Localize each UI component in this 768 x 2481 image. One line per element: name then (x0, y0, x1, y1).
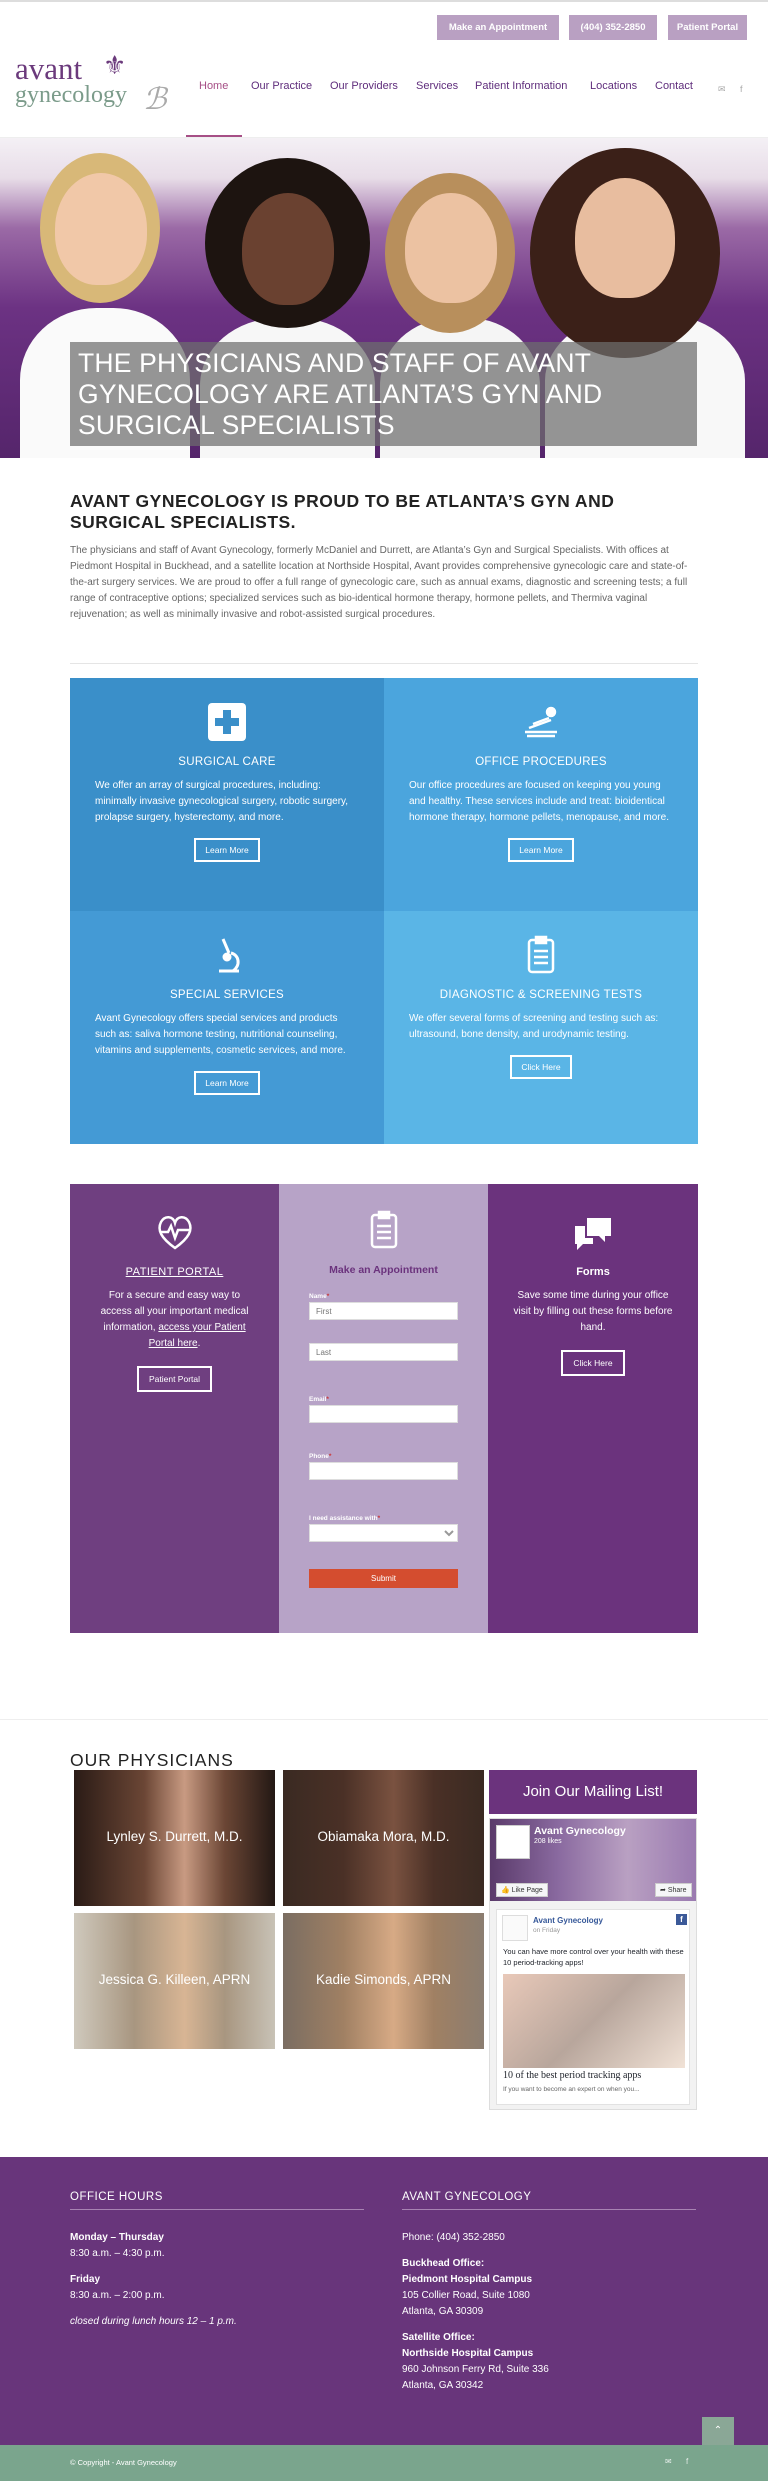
satellite-office-name: Northside Hospital Campus (402, 2348, 534, 2359)
nav-our-practice[interactable]: Our Practice (251, 80, 313, 92)
hero-banner (0, 138, 768, 458)
service-description: We offer an array of surgical procedures, including: minimally invasive gynecological surgery, robotic surgery, prolapse surgery, hysterectomy, and more. (95, 780, 349, 823)
facebook-avatar (496, 1825, 530, 1859)
divider (0, 1719, 768, 1720)
footer-mail-icon[interactable]: ✉ (665, 2457, 672, 2466)
facebook-page-name[interactable]: Avant Gynecology (534, 1825, 626, 1837)
click-here-button[interactable]: Click Here (510, 1055, 571, 1079)
share-icon: ➦ (660, 1887, 668, 1894)
physician-card[interactable] (74, 1913, 275, 2049)
last-name-input[interactable] (309, 1343, 458, 1361)
patient-portal-panel (70, 1184, 279, 1633)
medical-cross-icon (207, 702, 247, 742)
post-time: on Friday (533, 1927, 561, 1934)
buckhead-office-label: Buckhead Office: (402, 2258, 485, 2269)
physician-name: Kadie Simonds, APRN (315, 1972, 452, 1987)
facebook-share-label: Share (667, 1887, 687, 1894)
appointment-form (279, 1184, 488, 1633)
hero-caption (70, 342, 697, 446)
service-special-services (70, 911, 384, 1144)
facebook-widget (489, 1818, 697, 2110)
microscope-icon (207, 935, 247, 975)
learn-more-button[interactable]: Learn More (194, 1071, 259, 1095)
nav-our-providers[interactable]: Our Providers (330, 80, 398, 92)
services-grid (70, 678, 698, 1144)
hero-heading: THE PHYSICIANS AND STAFF OF AVANT GYNECOLOGY ARE ATLANTA’S GYN AND SURGICAL SPECIALISTS (78, 348, 603, 440)
contact-heading: AVANT GYNECOLOGY (402, 2191, 696, 2210)
physician-card[interactable] (74, 1770, 275, 1906)
logo-text-gynecology: gynecology (15, 82, 127, 108)
nav-home[interactable]: Home (199, 80, 229, 92)
clipboard-icon (521, 935, 561, 975)
name-label: Name* (309, 1293, 330, 1300)
hours-days-2: Friday (70, 2274, 101, 2285)
logo-signature-mark: ℬ (143, 83, 167, 116)
submit-button[interactable]: Submit (309, 1569, 458, 1588)
physicians-heading: OUR PHYSICIANS (70, 1750, 234, 1770)
hours-time-1: 8:30 a.m. – 4:30 p.m. (70, 2248, 165, 2259)
patient-portal-top-button[interactable]: Patient Portal (668, 15, 747, 40)
forms-text: Save some time during your office visit by filling out these forms before hand. (513, 1290, 673, 1333)
mailing-list-button[interactable]: Join Our Mailing List! (489, 1770, 697, 1814)
nav-patient-information[interactable]: Patient Information (475, 80, 568, 92)
intro-paragraph: The physicians and staff of Avant Gynecology, formerly McDaniel and Durrett, are Atlanta’s Gyn and Surgical Specialists. With offices at Piedmont Hospital in Buckhead, and a satellite location at Northside Hospital, Avant provides comprehensive gynecologic care and state-of-the-art surgery services. We are proud to offer a full range of gynecologic care, such as annual exams, diagnostic and screening tests; a full range of contraceptive options; specialized services such as bio-identical hormone therapy, hormone pellets, and Thermiva vaginal rejuvenation; as well as minimally invasive and robot-assisted surgical procedures. (70, 545, 688, 620)
office-hours-heading: OFFICE HOURS (70, 2191, 364, 2210)
physician-name: Obiamaka Mora, M.D. (317, 1829, 450, 1844)
facebook-likes: 208 likes (534, 1838, 562, 1845)
satellite-address-line1: 960 Johnson Ferry Rd, Suite 336 (402, 2364, 549, 2375)
facebook-like-icon: 👍 (501, 1887, 512, 1894)
forms-click-here-button[interactable]: Click Here (561, 1350, 624, 1376)
email-label: Email* (309, 1396, 329, 1403)
footer-facebook-icon[interactable]: f (686, 2457, 689, 2466)
service-title: OFFICE PROCEDURES (475, 756, 607, 768)
facebook-logo-icon: f (676, 1914, 687, 1925)
chevron-up-icon: ⌃ (713, 2425, 723, 2436)
service-diagnostic-screening (384, 911, 698, 1144)
patient-actions-section (70, 1184, 698, 1633)
service-description: Avant Gynecology offers special services and products such as: saliva hormone testing, nutritional counseling, vitamins and supplements, cosmetic services, and more. (95, 1013, 346, 1056)
scroll-to-top-button[interactable] (702, 2417, 734, 2445)
learn-more-button[interactable]: Learn More (508, 838, 573, 862)
site-footer (0, 2157, 768, 2445)
assistance-label: I need assistance with* (309, 1515, 381, 1522)
facebook-share-button[interactable] (655, 1883, 692, 1897)
buckhead-office-name: Piedmont Hospital Campus (402, 2274, 533, 2285)
copyright-bar (0, 2445, 768, 2481)
first-name-input[interactable] (309, 1302, 458, 1320)
post-link-title[interactable]: 10 of the best period tracking apps (503, 2070, 642, 2081)
nav-contact[interactable]: Contact (655, 80, 693, 92)
forms-title: Forms (576, 1266, 610, 1278)
portal-text-lead: For a secure and easy way to access all your important medical information, (100, 1290, 249, 1333)
phone-label: Phone* (309, 1453, 332, 1460)
heartbeat-icon (155, 1212, 195, 1252)
learn-more-button[interactable]: Learn More (194, 838, 259, 862)
divider (70, 663, 698, 664)
assistance-label-text: I need assistance with (309, 1515, 378, 1522)
lunch-hours-note: closed during lunch hours 12 – 1 p.m. (70, 2316, 237, 2327)
portal-access-link[interactable]: access your Patient Portal here (148, 1322, 246, 1349)
patient-portal-text (70, 1288, 279, 1352)
physician-name: Lynley S. Durrett, M.D. (106, 1829, 243, 1844)
post-text: You can have more control over your health with these 10 period-tracking apps! (503, 1947, 684, 1967)
facebook-icon[interactable]: f (740, 84, 743, 94)
service-title: SURGICAL CARE (178, 756, 276, 768)
intro-heading: AVANT GYNECOLOGY IS PROUD TO BE ATLANTA’S GYN AND SURGICAL SPECIALISTS. (70, 491, 615, 532)
service-description: We offer several forms of screening and testing such as: ultrasound, bone density, and urodynamic testing. (409, 1013, 659, 1040)
post-link-description: If you want to become an expert on when you... (503, 2086, 640, 2093)
name-label-text: Name (309, 1293, 327, 1300)
service-surgical-care (70, 678, 384, 911)
post-image[interactable] (503, 1974, 685, 2068)
footer-phone[interactable]: Phone: (404) 352-2850 (402, 2232, 505, 2243)
logo-text-avant: avant (15, 51, 83, 86)
mail-icon[interactable]: ✉ (718, 84, 726, 94)
clipboard-form-icon (364, 1210, 404, 1250)
physicians-section (0, 1750, 768, 2093)
email-input[interactable] (309, 1405, 458, 1423)
copyright-text: © Copyright - Avant Gynecology (70, 2458, 177, 2467)
patient-portal-button[interactable]: Patient Portal (137, 1366, 212, 1392)
physician-card[interactable] (283, 1913, 484, 2049)
satellite-office-label: Satellite Office: (402, 2332, 475, 2343)
facebook-cover (490, 1819, 696, 1901)
service-description: Our office procedures are focused on keeping you young and healthy. These services include and treat: bioidentical hormone therapy, hormone pellets, menopause, and more. (409, 780, 669, 823)
service-title: DIAGNOSTIC & SCREENING TESTS (439, 989, 643, 1001)
nav-locations[interactable]: Locations (590, 80, 638, 92)
physician-card[interactable] (283, 1770, 484, 1906)
phone-input[interactable] (309, 1462, 458, 1480)
nav-services[interactable]: Services (416, 80, 459, 92)
service-title: SPECIAL SERVICES (169, 989, 285, 1001)
facebook-post (496, 1909, 690, 2105)
post-author[interactable]: Avant Gynecology (533, 1916, 603, 1925)
physician-name: Jessica G. Killeen, APRN (98, 1972, 251, 1987)
fleur-de-lis-icon: ⚜ (103, 50, 127, 80)
phone-button[interactable]: (404) 352-2850 (569, 15, 657, 40)
intro-section (0, 458, 768, 623)
assistance-select[interactable] (309, 1524, 458, 1542)
exam-table-icon (521, 702, 561, 742)
facebook-like-label: Like Page (511, 1887, 543, 1894)
top-bar (0, 0, 768, 42)
avant-logo[interactable] (15, 50, 185, 116)
forms-panel (488, 1184, 698, 1633)
appointment-form-title: Make an Appointment (329, 1264, 438, 1276)
buckhead-address-line1: 105 Collier Road, Suite 1080 (402, 2290, 530, 2301)
phone-label-text: Phone (309, 1453, 329, 1460)
nav-active-indicator (186, 135, 242, 137)
hours-time-2: 8:30 a.m. – 2:00 p.m. (70, 2290, 165, 2301)
satellite-address-line2: Atlanta, GA 30342 (402, 2380, 484, 2391)
facebook-like-page-button[interactable] (496, 1883, 548, 1897)
chat-bubbles-icon (573, 1212, 613, 1252)
patient-portal-title[interactable]: PATIENT PORTAL (125, 1266, 224, 1278)
buckhead-address-line2: Atlanta, GA 30309 (402, 2306, 484, 2317)
hours-days-1: Monday – Thursday (70, 2232, 164, 2243)
make-appointment-button[interactable]: Make an Appointment (437, 15, 559, 40)
portal-text-end: . (197, 1338, 201, 1349)
email-label-text: Email (309, 1396, 327, 1403)
service-office-procedures (384, 678, 698, 911)
post-avatar (502, 1915, 528, 1941)
site-header (0, 42, 768, 138)
